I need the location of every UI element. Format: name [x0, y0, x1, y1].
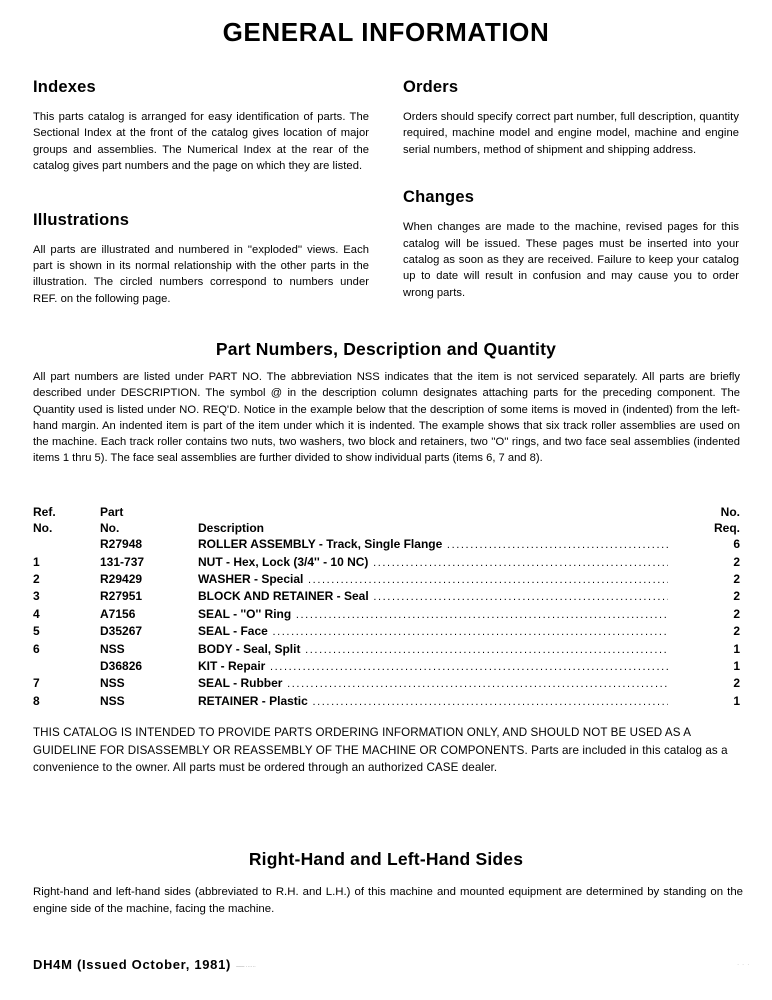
changes-text: When changes are made to the machine, revised pages for this catalog will be issued. These pages must be inserted into your catalog as soon as they are received. Failure to keep your catalog up to date will result in confusion and may cause you to order wrong parts.	[403, 221, 739, 299]
cell-ref-no: 5	[33, 624, 40, 639]
illustrations-heading: Illustrations	[33, 210, 130, 229]
cell-part-no: NSS	[100, 641, 125, 656]
cell-ref-no	[33, 658, 100, 675]
header-part-line1: Part	[100, 505, 124, 519]
intro-column-right	[403, 78, 739, 307]
table-row	[33, 675, 740, 692]
catalog-notice: THIS CATALOG IS INTENDED TO PROVIDE PARTS ORDERING INFORMATION ONLY, AND SHOULD NOT BE USED AS A GUIDELINE FOR DISASSEMBLY OR REASSEMBLY OF THE MACHINE OR COMPONENTS. Parts are included in this catalog as a convenience to the owner. All parts must be ordered through an authorized CASE dealer.	[33, 726, 728, 774]
right-left-hand-text: Right-hand and left-hand sides (abbreviated to R.H. and L.H.) of this machine and mounted equipment are determined by standing on the engine side of the machine, facing the machine.	[33, 886, 743, 915]
header-qty-line2: Req.	[713, 520, 740, 535]
description-label: NUT - Hex, Lock (3/4'' - 10 NC) .....	[198, 555, 668, 569]
table-row	[33, 641, 740, 658]
cell-description	[198, 623, 668, 640]
cell-part-no: R27948	[100, 537, 143, 552]
parts-table-body	[33, 536, 740, 710]
cell-description	[198, 536, 668, 553]
indexes-heading: Indexes	[33, 78, 96, 96]
cell-description	[198, 693, 668, 710]
part-numbers-text: All part numbers are listed under PART NO. The abbreviation NSS indicates that the item is not serviced separately. All parts are briefly described under DESCRIPTION. The symbol @ in the description column designates attaching parts for the preceding component. The Quantity used is listed under NO. REQ'D. Notice in the example below that the description of some items is moved in (indented) from the left-hand margin. An indented item is part of the item under which it is indented. The example shows that six track roller assemblies are used on the machine. Each track roller contains two nuts, two washers, two block and retainers, two ''O'' rings, and two face seal assemblies (indented items 1 thru 5). The face seal assemblies are further divided to show individual parts (items 6, 7 and 8).	[33, 371, 740, 465]
table-row	[33, 606, 740, 623]
cell-ref-no: 8	[33, 693, 40, 708]
cell-qty-required: 1	[733, 693, 740, 708]
cell-part-no: A7156	[100, 606, 136, 621]
cell-qty-required: 2	[733, 589, 740, 604]
cell-qty-required: 6	[733, 537, 740, 552]
header-qty-line1: No.	[720, 505, 740, 519]
table-row	[33, 554, 740, 571]
table-row	[33, 623, 740, 640]
cell-qty-required: 1	[733, 659, 740, 674]
description-label: BLOCK AND RETAINER - Seal .....	[198, 589, 668, 603]
cell-qty-required: 2	[733, 676, 740, 691]
header-desc-spacer	[198, 505, 668, 521]
description-label: KIT - Repair .....	[198, 659, 668, 673]
cell-part-no: NSS	[100, 676, 125, 691]
cell-part-no: D36826	[100, 659, 143, 674]
cell-ref-no: 1	[33, 554, 40, 569]
description-label: SEAL - Rubber .....	[198, 676, 668, 690]
description-label: ROLLER ASSEMBLY - Track, Single Flange .....	[198, 537, 668, 551]
header-ref-line2: No.	[33, 520, 53, 535]
page-corner-mark: · · ·	[737, 962, 750, 968]
cell-description	[198, 571, 668, 588]
cell-ref-no	[33, 536, 100, 553]
page-title: GENERAL INFORMATION	[222, 17, 550, 47]
section-indexes	[33, 78, 369, 175]
cell-part-no: D35267	[100, 624, 143, 639]
cell-qty-required: 2	[733, 606, 740, 621]
table-row	[33, 658, 740, 675]
cell-part-no: R27951	[100, 589, 143, 604]
part-numbers-heading: Part Numbers, Description and Quantity	[215, 339, 557, 359]
table-row	[33, 536, 740, 553]
description-label: SEAL - ''O'' Ring .....	[198, 607, 668, 621]
description-label: RETAINER - Plastic .....	[198, 694, 668, 708]
changes-heading: Changes	[403, 188, 475, 207]
cell-part-no: NSS	[100, 693, 125, 708]
section-changes	[403, 188, 739, 301]
footer-code: ––– ······	[236, 964, 256, 970]
cell-part-no: 131-737	[100, 554, 145, 569]
table-header-row-1	[33, 505, 740, 521]
orders-text: Orders should specify correct part number, full description, quantity required, machine model and engine model, machine and engine serial numbers, method of shipment and shipping address.	[403, 110, 739, 156]
table-row	[33, 571, 740, 588]
cell-ref-no: 7	[33, 676, 40, 691]
description-label: WASHER - Special .....	[198, 572, 668, 586]
table-row	[33, 693, 740, 710]
section-illustrations	[33, 211, 369, 308]
footer-text: DH4M (Issued October, 1981)	[33, 957, 232, 972]
header-description: Description	[198, 520, 265, 535]
cell-qty-required: 2	[733, 554, 740, 569]
table-row	[33, 588, 740, 605]
footer	[33, 957, 256, 972]
right-left-hand-heading: Right-Hand and Left-Hand Sides	[248, 849, 524, 869]
orders-heading: Orders	[403, 78, 459, 96]
cell-ref-no: 2	[33, 572, 40, 586]
intro-column-left	[33, 78, 369, 307]
cell-description	[198, 641, 668, 658]
cell-part-no: R29429	[100, 572, 143, 586]
cell-qty-required: 1	[733, 641, 740, 656]
cell-ref-no: 6	[33, 641, 40, 656]
illustrations-text: All parts are illustrated and numbered in ''exploded'' views. Each part is shown in its normal relationship with the other parts in the illustration. The circled numbers correspond to numbers under REF. on the following page.	[33, 243, 369, 305]
cell-description	[198, 658, 668, 675]
description-label: BODY - Seal, Split .....	[198, 642, 668, 656]
section-orders	[403, 78, 739, 158]
header-part-line2: No.	[100, 520, 120, 535]
intro-columns	[33, 78, 740, 307]
cell-description	[198, 588, 668, 605]
description-label: SEAL - Face .....	[198, 624, 668, 638]
cell-description	[198, 675, 668, 692]
cell-qty-required: 2	[733, 624, 740, 639]
cell-description	[198, 554, 668, 571]
cell-description	[198, 606, 668, 623]
cell-qty-required: 2	[733, 572, 740, 586]
parts-table	[33, 505, 740, 710]
cell-ref-no: 4	[33, 606, 40, 621]
cell-ref-no: 3	[33, 589, 40, 604]
indexes-text: This parts catalog is arranged for easy identification of parts. The Sectional Index at the front of the catalog gives location of major groups and assemblies. The Numerical Index at the rear of the catalog gives part numbers and the page on which they are listed.	[33, 110, 369, 173]
table-header-row-2	[33, 521, 740, 537]
header-ref-line1: Ref.	[33, 505, 56, 519]
